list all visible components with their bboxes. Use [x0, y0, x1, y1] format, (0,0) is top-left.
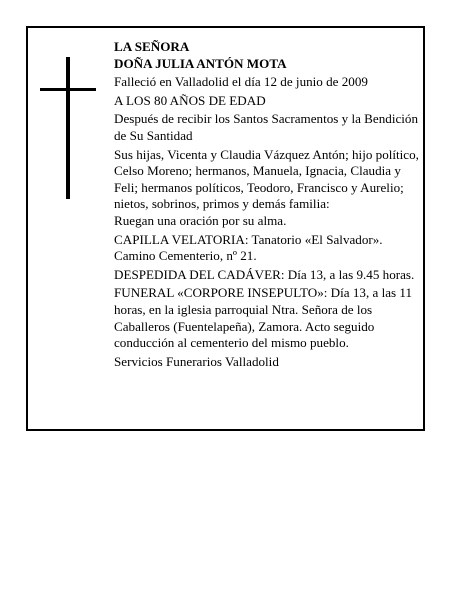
cross-icon — [40, 57, 96, 199]
deceased-name: DOÑA JULIA ANTÓN MOTA — [114, 55, 287, 71]
cross-vertical-bar — [66, 57, 70, 199]
death-date-line: Falleció en Valladolid el día 12 de junio de 2009 — [114, 74, 368, 90]
age-line: A LOS 80 AÑOS DE EDAD — [114, 92, 266, 108]
obituary-notice — [26, 26, 425, 431]
sacraments-text: Después de recibir los Santos Sacramentos y la Bendición de Su Santidad — [114, 111, 418, 143]
chapel-info: CAPILLA VELATORIA: Tanatorio «El Salvador». Camino Cementerio, nº 21. — [114, 231, 383, 264]
prayer-request: Ruegan una oración por su alma. — [114, 212, 287, 228]
family-text: Sus hijas, Vicenta y Claudia Vázquez Antón; hijo político, Celso Moreno; hermanos, Manuela, Ignacia, Claudia y Feli; hermanos políticos, Teodoro, Francisco y Aurelio; nietos, sobrinos, primos y demás familia: — [114, 146, 419, 212]
notice-text — [114, 39, 426, 370]
cross-horizontal-bar — [40, 88, 96, 91]
services-provider: Servicios Funerarios Valladolid — [114, 353, 279, 369]
notice-title: LA SEÑORA — [114, 39, 190, 54]
farewell-info: DESPEDIDA DEL CADÁVER: Día 13, a las 9.45 horas. — [114, 266, 415, 282]
funeral-info: FUNERAL «CORPORE INSEPULTO»: Día 13, a las 11 horas, en la iglesia parroquial Ntra. Señora de los Caballeros (Fuentelapeña), Zamora. Acto seguido conducción al cementerio del mismo pueblo. — [114, 285, 413, 351]
